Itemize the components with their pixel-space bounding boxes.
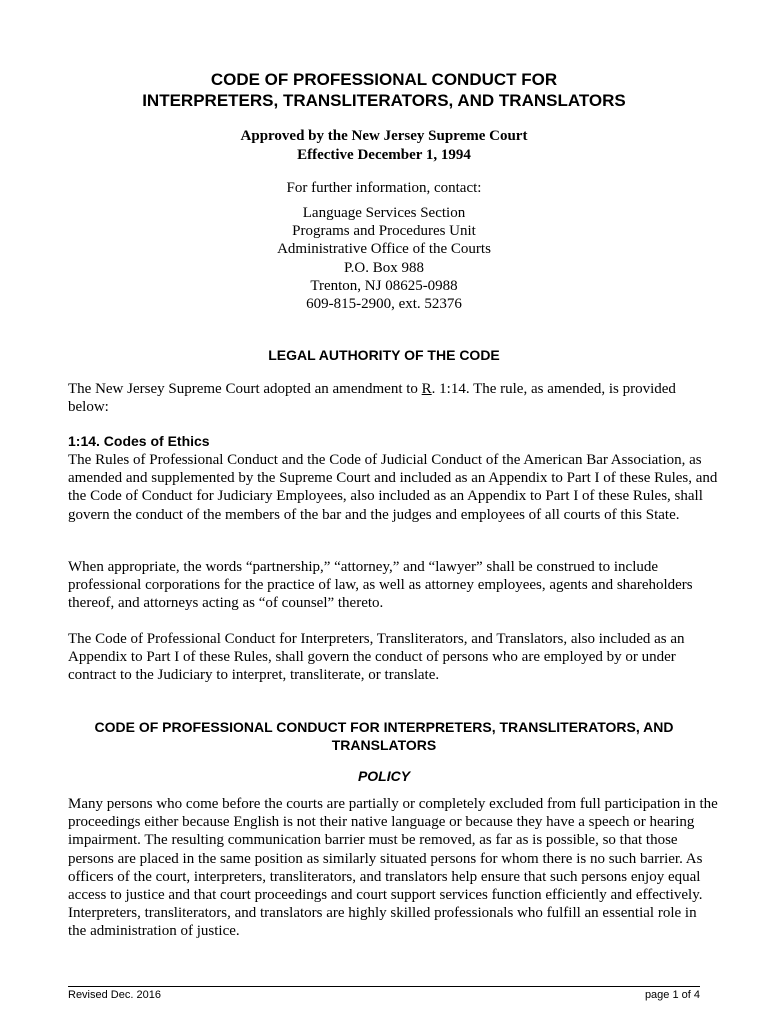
policy-heading: POLICY xyxy=(357,768,411,784)
contact-lead: For further information, contact: xyxy=(286,180,482,196)
intro-text-before: The New Jersey Supreme Court adopted an amendment to xyxy=(68,381,422,397)
effective-date: Effective December 1, 1994 xyxy=(297,147,471,163)
code-section-heading xyxy=(68,718,700,754)
code-heading-line-1: CODE OF PROFESSIONAL CONDUCT FOR INTERPRETERS, TRANSLITERATORS, AND xyxy=(94,719,674,735)
codes-of-ethics-heading: 1:14. Codes of Ethics xyxy=(68,433,210,449)
legal-authority-heading: LEGAL AUTHORITY OF THE CODE xyxy=(268,347,500,363)
title-line-1: CODE OF PROFESSIONAL CONDUCT FOR xyxy=(210,70,558,89)
approval-block xyxy=(68,127,700,165)
approved-by: Approved by the New Jersey Supreme Court xyxy=(240,128,528,144)
title-line-2: INTERPRETERS, TRANSLITERATORS, AND TRANSLATORS xyxy=(142,91,626,110)
code-heading-line-2: TRANSLATORS xyxy=(331,737,437,753)
codes-of-ethics-paragraph: The Rules of Professional Conduct and the Code of Judicial Conduct of the American Bar Association, as amended and supplemented by the Supreme Court and included as an Appendix to Part I of these Rules, and the Code of Conduct for Judiciary Employees, also included as an Appendix to Part I of these Rules, shall govern the conduct of the members of the bar and the judges and employees of all courts of this State. xyxy=(68,452,718,523)
address-line: Administrative Office of the Courts xyxy=(277,241,491,258)
address-line: P.O. Box 988 xyxy=(343,259,425,276)
address-line: Programs and Procedures Unit xyxy=(292,223,476,240)
legal-authority-intro xyxy=(68,380,718,416)
intro-text-after: . 1:14. The rule, as amended, is provided below: xyxy=(68,381,676,416)
definitions-paragraph: When appropriate, the words “partnership,” “attorney,” and “lawyer” shall be construed to include professional corporations for the practice of law, as well as attorney employees, agents and shareholders thereof, and attorneys acting as “of counsel” thereto. xyxy=(68,559,693,612)
policy-paragraph: Many persons who come before the courts are partially or completely excluded from full participation in the proceedings either because English is not their native language or because they have a speech or hearing impairment. The resulting communication barrier must be removed, as far as is possible, so that those persons are placed in the same position as similarly situated persons for whom there is no such barrier. As officers of the court, interpreters, transliterators, and translators help ensure that such persons enjoy equal access to justice and that court proceedings and court support services function efficiently and effectively. Interpreters, transliterators, and translators are highly skilled professionals who fulfill an essential role in the administration of justice. xyxy=(68,796,718,940)
interpreter-code-paragraph: The Code of Professional Conduct for Interpreters, Transliterators, and Translators, also included as an Appendix to Part I of these Rules, shall govern the conduct of persons who are employed by or under contract to the Judiciary to interpret, transliterate, or translate. xyxy=(68,631,685,684)
footer-divider xyxy=(68,986,700,987)
address-line: Language Services Section xyxy=(302,205,466,221)
page-number: page 1 of 4 xyxy=(644,989,700,1001)
page-title xyxy=(68,69,700,111)
phone-number: 609-815-2900, ext. 52376 xyxy=(306,296,462,313)
revision-date: Revised Dec. 2016 xyxy=(68,989,161,1001)
contact-address xyxy=(68,204,700,313)
address-line: Trenton, NJ 08625-0988 xyxy=(310,277,458,294)
rule-reference: R xyxy=(421,381,432,397)
